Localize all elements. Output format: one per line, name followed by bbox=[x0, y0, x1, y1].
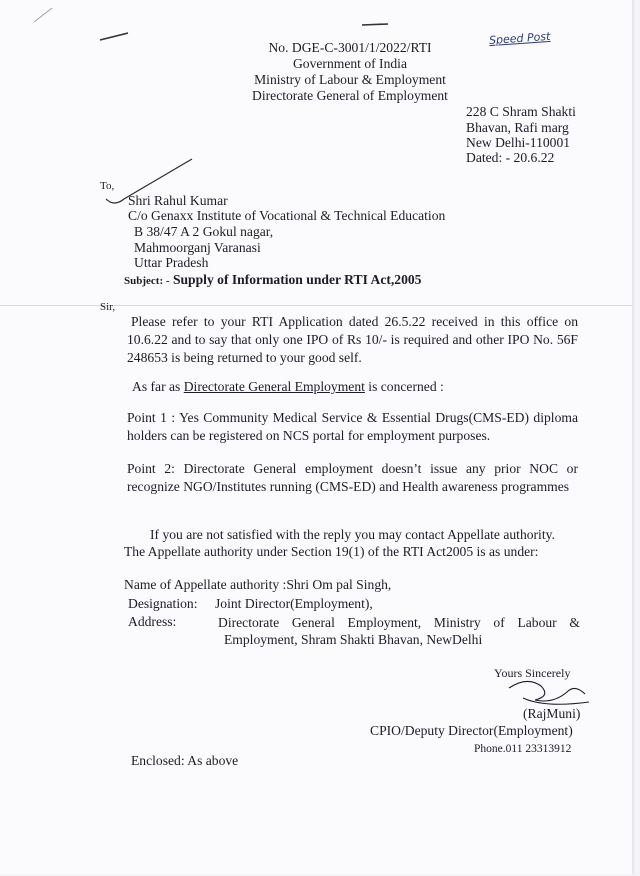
speed-post-note: Speed Post bbox=[488, 29, 551, 48]
signatory-name: (RajMuni) bbox=[523, 706, 581, 721]
recipient-name: Shri Rahul Kumar bbox=[128, 193, 228, 208]
designation-label: Designation: bbox=[128, 596, 198, 611]
appellate-name-label: Name of Appellate authority : bbox=[124, 577, 287, 592]
recipient-address-line1: C/o Genaxx Institute of Vocational & Technical Education bbox=[128, 208, 446, 223]
subject-line bbox=[124, 272, 421, 289]
fold-line bbox=[0, 305, 632, 306]
paragraph-2-suffix: is concerned : bbox=[364, 379, 444, 394]
to-label: To, bbox=[100, 180, 115, 192]
paragraph-2-underlined: Directorate General Employment bbox=[183, 379, 365, 394]
directorate-line: Directorate General of Employment bbox=[252, 88, 448, 103]
reference-number: No. DGE-C-3001/1/2022/RTI bbox=[268, 40, 432, 55]
subject-label: Subject: - bbox=[124, 275, 170, 287]
recipient-address-line4: Uttar Pradesh bbox=[134, 255, 209, 270]
enclosed-note: Enclosed: As above bbox=[131, 753, 239, 768]
subject-text: Supply of Information under RTI Act,2005 bbox=[172, 272, 422, 287]
paragraph-1: Please refer to your RTI Application dated 26.5.22 received in this office on 10.6.22 and to say that only one IPO of Rs 10/- is required and other IPO No. 56F 248653 is being returned to your good self. bbox=[127, 314, 578, 365]
sender-address-line2: Bhavan, Rafi marg bbox=[466, 120, 569, 135]
salutation: Sir, bbox=[100, 301, 116, 313]
point-1: Point 1 : Yes Community Medical Service & Essential Drugs(CMS-ED) diploma holders can be registered on NCS portal for employment purposes. bbox=[127, 410, 578, 443]
closing: Yours Sincerely bbox=[494, 666, 571, 680]
address-line2: Employment, Shram Shakti Bhavan, NewDelhi bbox=[224, 632, 483, 647]
paragraph-3-line1: If you are not satisfied with the reply you may contact Appellate authority. bbox=[150, 527, 555, 542]
point-2: Point 2: Directorate General employment doesn’t issue any prior NOC or recognize NGO/Institutes running (CMS-ED) and Health awareness programmes bbox=[127, 461, 578, 494]
letter-date: Dated: - 20.6.22 bbox=[466, 150, 555, 165]
recipient-address-line2: B 38/47 A 2 Gokul nagar, bbox=[134, 224, 274, 239]
appellate-name-value: Shri Om pal Singh, bbox=[286, 577, 392, 592]
signatory-phone: Phone.011 23313912 bbox=[474, 743, 572, 755]
appellate-name-row bbox=[124, 577, 391, 593]
paragraph-3-line2: The Appellate authority under Section 19(1) of the RTI Act2005 is as under: bbox=[124, 544, 539, 559]
signature-scribble bbox=[505, 674, 595, 710]
ministry-line: Ministry of Labour & Employment bbox=[254, 72, 446, 87]
paragraph-2-prefix: As far as bbox=[132, 379, 184, 394]
designation-value: Joint Director(Employment), bbox=[215, 596, 373, 611]
sender-address-line1: 228 C Shram Shakti bbox=[466, 104, 576, 119]
paragraph-2 bbox=[132, 379, 444, 395]
address-label: Address: bbox=[128, 614, 177, 629]
signatory-title: CPIO/Deputy Director(Employment) bbox=[370, 723, 573, 738]
government-line: Government of India bbox=[292, 56, 407, 71]
address-line1: Directorate General Employment, Ministry of Labour & bbox=[218, 615, 580, 630]
recipient-address-line3: Mahmoorganj Varanasi bbox=[134, 240, 261, 255]
sender-address-line3: New Delhi-110001 bbox=[466, 135, 571, 150]
